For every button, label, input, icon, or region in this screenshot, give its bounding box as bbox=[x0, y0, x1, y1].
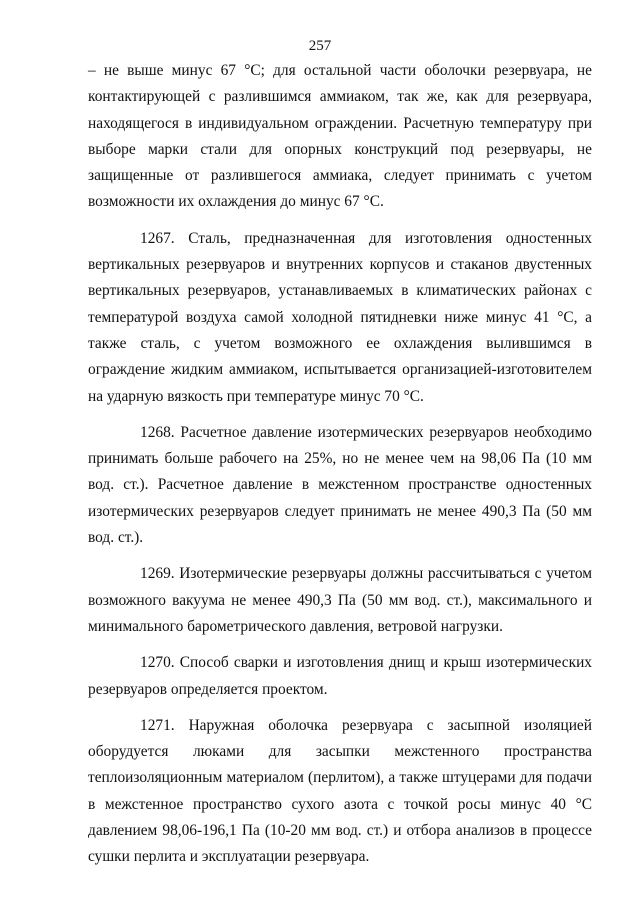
document-body bbox=[88, 58, 592, 871]
page-number: 257 bbox=[308, 38, 332, 54]
paragraph-1271: 1271. Наружная оболочка резервуара с засыпной изоляцией оборудуется люками для засыпки межстенного пространства теплоизоляционным материалом (перлитом), а также штуцерами для подачи в межстенное пространство сухого азота с точкой росы минус 40 °С давлением 98,06-196,1 Па (10-20 мм вод. ст.) и отбора анализов в процессе сушки перлита и эксплуатации резервуара. bbox=[88, 716, 592, 866]
paragraph-1270: 1270. Способ сварки и изготовления днищ и крыш изотермических резервуаров определяется проектом. bbox=[88, 654, 592, 698]
paragraph-continuation: – не выше минус 67 °С; для остальной части оболочки резервуара, не контактирующей с разлившимся аммиаком, так же, как для резервуара, находящегося в индивидуальном ограждении. Расчетную температуру при выборе марки стали для опорных конструкций под резервуары, не защищенные от разлившегося аммиака, следует принимать с учетом возможности их охлаждения до минус 67 °С. bbox=[88, 62, 592, 211]
paragraph-1268: 1268. Расчетное давление изотермических резервуаров необходимо принимать больше рабочего на 25%, но не менее чем на 98,06 Па (10 мм вод. ст.). Расчетное давление в межстенном пространстве одностенных изотермических резервуаров следует принимать не менее 490,3 Па (50 мм вод. ст.). bbox=[88, 423, 592, 547]
paragraph-1267: 1267. Сталь, предназначенная для изготовления одностенных вертикальных резервуаров и внутренних корпусов и стаканов двустенных вертикальных резервуаров, устанавливаемых в климатических районах с температурой воздуха самой холодной пятидневки ниже минус 41 °С, а также сталь, с учетом возможного ее охлаждения вылившимся в ограждение жидким аммиаком, испытывается организацией-изготовителем на ударную вязкость при температуре минус 70 °С. bbox=[88, 229, 592, 405]
paragraph-1269: 1269. Изотермические резервуары должны рассчитываться с учетом возможного вакуума не менее 490,3 Па (50 мм вод. ст.), максимального и минимального барометрического давления, ветровой нагрузки. bbox=[88, 565, 592, 635]
